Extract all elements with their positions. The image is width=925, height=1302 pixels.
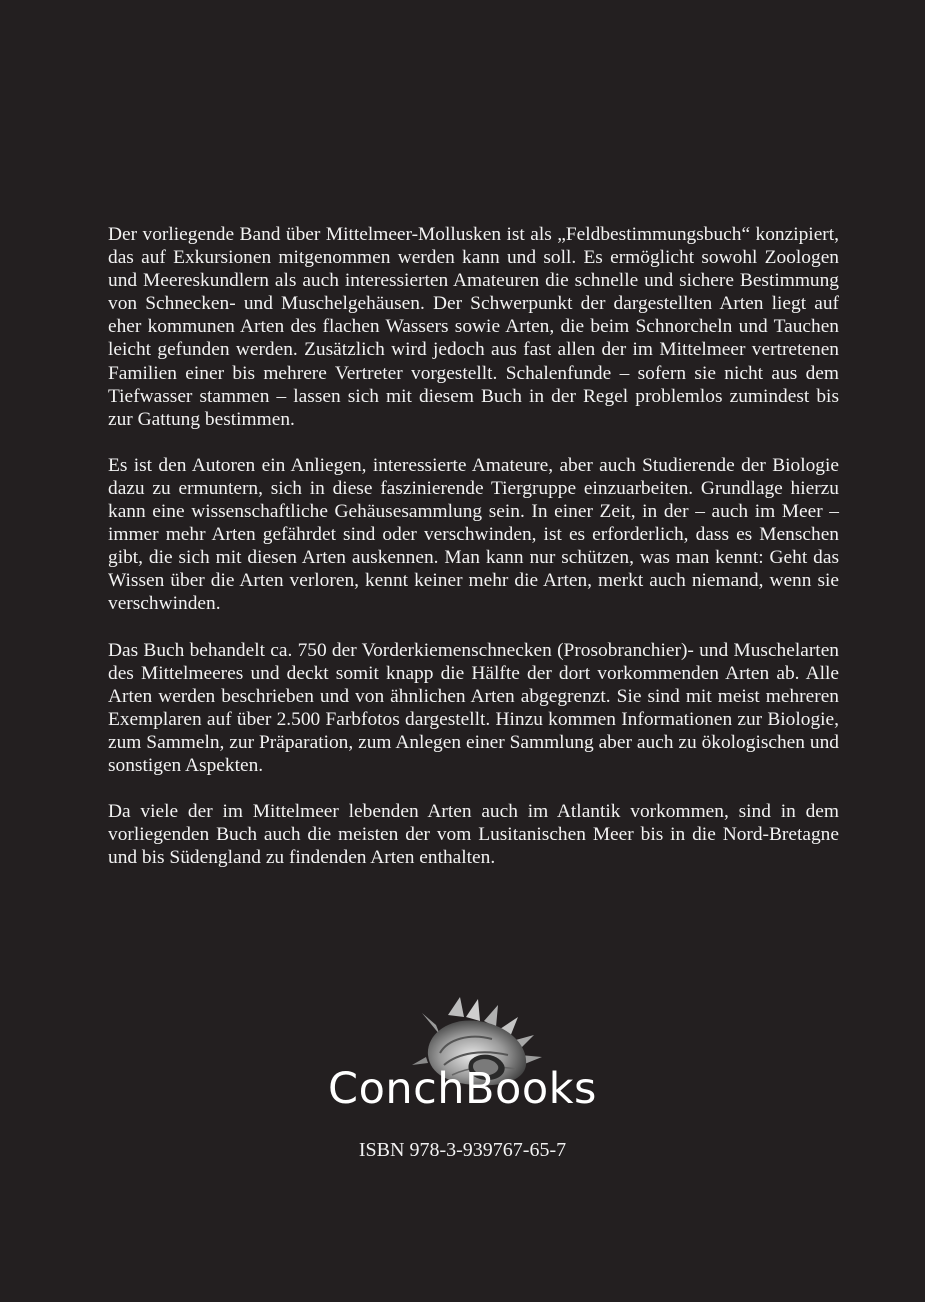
isbn-number: ISBN 978-3-939767-65-7 xyxy=(358,1139,567,1161)
brand-name: ConchBooks xyxy=(328,1064,597,1114)
publisher-logo xyxy=(0,995,925,1125)
paragraph-4: Da viele der im Mittelmeer lebenden Arten auch im Atlantik vorkommen, sind in dem vorliegenden Buch auch die meisten der vom Lusitanischen Meer bis in die Nord-Bretagne und bis Südengland zu findenden Arten enthalten. xyxy=(108,801,839,869)
paragraph-2: Es ist den Autoren ein Anliegen, interessierte Amateure, aber auch Studierende der Biologie dazu zu ermuntern, sich in diese faszinierende Tiergruppe einzuarbeiten. Grundlage hierzu kann eine wissenschaftliche Gehäusesammlung sein. In einer Zeit, in der – auch im Meer – immer mehr Arten gefährdet sind oder verschwinden, ist es erforderlich, dass es Menschen gibt, die sich mit diesen Arten auskennen. Man kann nur schützen, was man kennt: Geht das Wissen über die Arten verloren, kennt keiner mehr die Arten, merkt auch niemand, wenn sie verschwinden. xyxy=(108,454,839,615)
paragraph-3: Das Buch behandelt ca. 750 der Vorderkiemenschnecken (Prosobranchier)- und Muschelarten des Mittelmeeres und deckt somit knapp die Hälfte der dort vorkommenden Arten ab. Alle Arten werden beschrieben und von ähnlichen Arten abgegrenzt. Sie sind mit meist mehreren Exemplaren auf über 2.500 Farbfotos dargestellt. Hinzu kommen Informationen zur Biologie, zum Sammeln, zur Präparation, zum Anlegen einer Sammlung aber auch zu ökologischen und sonstigen Aspekten. xyxy=(108,639,839,776)
paragraph-1: Der vorliegende Band über Mittelmeer-Mollusken ist als „Feldbestimmungsbuch“ konzipiert, das auf Exkursionen mitgenommen werden kann und soll. Es ermöglicht sowohl Zoologen und Meereskundlern als auch interessierten Amateuren die schnelle und sichere Bestimmung von Schnecken- und Muschelgehäusen. Der Schwerpunkt der dargestellten Arten liegt auf eher kommunen Arten des flachen Wassers sowie Arten, die beim Schnorcheln und Tauchen leicht gefunden werden. Zusätzlich wird jedoch aus fast allen der im Mittelmeer vertretenen Familien einer bis mehrere Vertreter vorgestellt. Schalenfunde – sofern sie nicht aus dem Tiefwasser stammen – lassen sich mit diesem Buch in der Regel problemlos zumindest bis zur Gattung bestimmen. xyxy=(108,224,839,430)
description-text xyxy=(108,223,839,892)
